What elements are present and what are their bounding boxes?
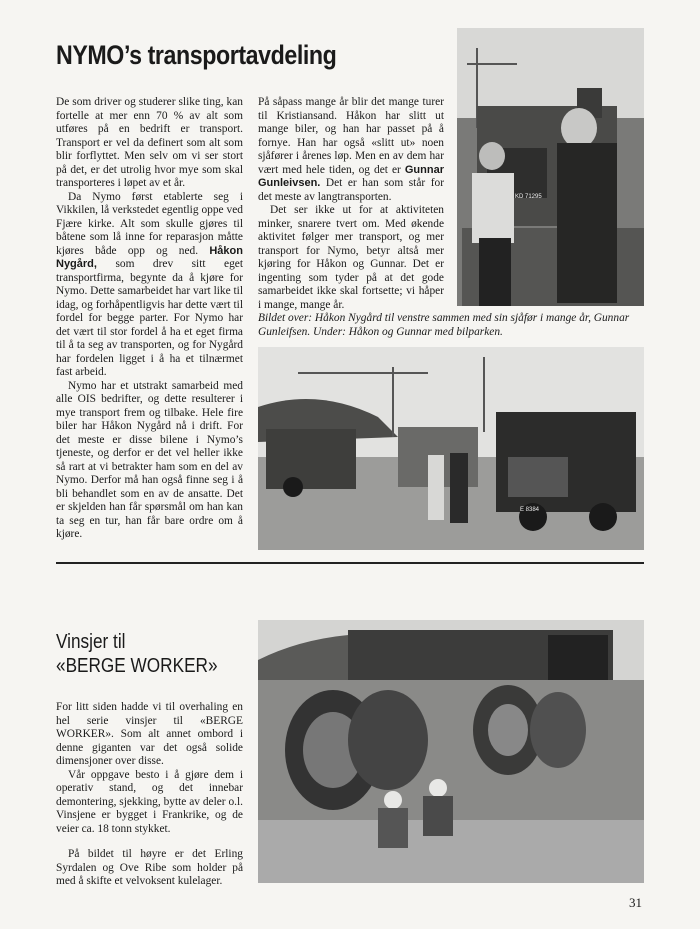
paragraph: For litt siden hadde vi til overhaling en hel serie vinsjer til «BERGE WORKER». Som alt annet ombord i denne giganten var det også solide dimensjoner over disse. <box>56 701 243 767</box>
photo-caption: Bildet over: Håkon Nygård til venstre sammen med sin sjåfør i mange år, Gunnar Gunleifsen. Under: Håkon og Gunnar med bilparken. <box>258 312 630 338</box>
section-divider <box>56 562 644 564</box>
paragraph: De som driver og studerer slike ting, kan fortelle at mer enn 70 % av alt som utføres på en bedrift er transport. Transport er vel da definert som alt som blir forflyttet. Men selv om vi ser stort på det, er det utrolig hvor mye som skal transporteres i løpet av et år. <box>56 96 243 189</box>
bold-name: Gunnar Gunleivsen. <box>258 163 444 189</box>
bold-name: Håkon Nygård, <box>56 244 243 270</box>
article-title-2 <box>56 630 218 678</box>
paragraph: Da Nymo først etablerte seg i Vikkilen, lå verkstedet egentlig oppe ved Fjære kirke. Alt som skulle gjøres til båtene som lå inne for reparasjon måtte kjøres både opp og ned. Håkon Nygård, som drev sitt eget transportfirma, begynte da å kjøre for Nymo. Dette samarbeidet har vart like til idag, og forhåpentligvis har dette vært til fordel for begge parter. For Nymo har det vært til stor fordel å ha et eget firma til å ta seg av transporten, og for Nygård har fordelen ligget i å ha et tilnærmet fast arbeid. <box>56 190 243 378</box>
photo-two-men-with-truck <box>457 28 644 306</box>
paragraph: Det ser ikke ut for at aktiviteten minker, snarere tvert om. Med økende aktivitet følger mer transport, og mer transport for Nymo, betyr altså mer kjøring for Håkon og Gunnar. Det er ingenting som tyder på at det gode samarbeidet ikke skal fortsette; vi håper i mange, mange år. <box>258 204 444 311</box>
title-line: Vinsjer til <box>56 631 126 653</box>
license-plate-text: E 8384 <box>520 507 540 513</box>
paragraph: På bildet til høyre er det Erling Syrdalen og Ove Ribe som holder på med å skifte et velvoksent kulelager. <box>56 848 243 887</box>
license-plate-text: KD 71295 <box>515 194 542 200</box>
page-number: 31 <box>629 895 642 910</box>
article-title: NYMO’s transportavdeling <box>56 40 337 70</box>
article-column-2 <box>258 96 444 312</box>
paragraph: Nymo har et utstrakt samarbeid med alle OIS bedrifter, og dette resulterer i mye transport frem og tilbake. Hele fire biler har Håkon Nygård nå i drift. For det meste er disse bilene i Nymo’s tjeneste, og derfor er det vel heller ikke så rart at vi betrakter ham som en del av Nymo. Derfor må han også finne seg i å bli behandlet som en av de ansatte. Det er skjelden han får spørsmål om han kan ta seg en tur, han får bare ordre om å kjøre. <box>56 379 243 540</box>
paragraph: På såpass mange år blir det mange turer til Kristiansand. Håkon har slitt ut mange biler, og han har passet på å fornye. Han har også «slitt ut» noen sjåfører i årenes løp. Men en av dem har vært med hele tiden, og det er Gunnar Gunleivsen. Det er han som står for det meste av langtransporten. <box>258 96 444 203</box>
paragraph: Vår oppgave besto i å gjøre dem i operativ stand, og det innebar demontering, sjekking, bytte av deler o.l. Vinsjene er bygget i Frankrike, og de veier ca. 18 tonn stykket. <box>56 768 243 835</box>
title-line: «BERGE WORKER» <box>56 655 218 677</box>
photo-truck-fleet <box>258 347 644 550</box>
article-column-1 <box>56 96 243 542</box>
article-2-text <box>56 701 243 889</box>
photo-winches-workshop <box>258 620 644 883</box>
